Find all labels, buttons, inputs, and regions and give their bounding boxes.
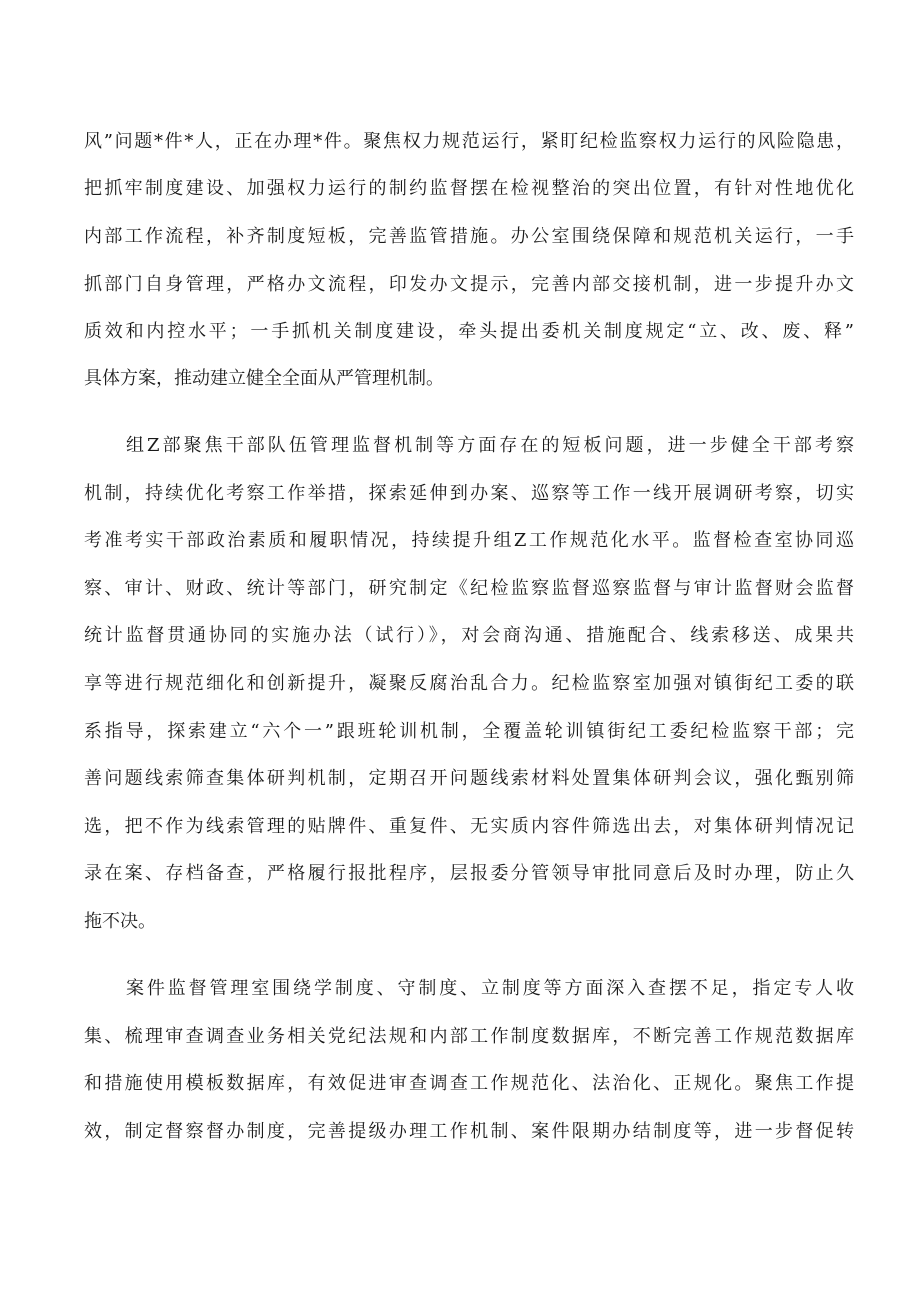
paragraph-2-line-7: 系指导，探索建立“六个一”跟班轮训机制，全覆盖轮训镇街纪工委纪检监察干部；完 (84, 721, 854, 742)
paragraph-1-line-1: 风”问题*件*人，正在办理*件。聚焦权力规范运行，紧盯纪检监察权力运行的风险隐患， (84, 131, 854, 152)
paragraph-1-line-3: 内部工作流程，补齐制度短板，完善监管措施。办公室围绕保障和规范机关运行，一手 (84, 226, 854, 247)
paragraph-2-line-9: 选，把不作为线索管理的贴牌件、重复件、无实质内容件筛选出去，对集体研判情况记 (84, 816, 854, 837)
paragraph-1-line-6: 具体方案，推动建立健全全面从严管理机制。 (84, 368, 444, 389)
paragraph-1-line-2: 把抓牢制度建设、加强权力运行的制约监督摆在检视整治的突出位置，有针对性地优化 (84, 178, 854, 199)
paragraph-3-line-4: 效，制定督察督办制度，完善提级办理工作机制、案件限期办结制度等，进一步督促转 (84, 1121, 854, 1142)
paragraph-1-line-5: 质效和内控水平；一手抓机关制度建设，牵头提出委机关制度规定“立、改、废、释” (84, 321, 854, 342)
paragraph-3-line-3: 和措施使用模板数据库，有效促进审查调查工作规范化、法治化、正规化。聚焦工作提 (84, 1073, 854, 1094)
paragraph-2-line-1: 组Z部聚焦干部队伍管理监督机制等方面存在的短板问题，进一步健全干部考察 (126, 435, 854, 456)
paragraph-2-line-5: 统计监督贯通协同的实施办法（试行）》，对会商沟通、措施配合、线索移送、成果共 (84, 625, 854, 646)
paragraph-3-line-2: 集、梳理审查调查业务相关党纪法规和内部工作制度数据库，不断完善工作规范数据库 (84, 1026, 854, 1047)
paragraph-2-line-4: 察、审计、财政、统计等部门，研究制定《纪检监察监督巡察监督与审计监督财会监督 (84, 578, 854, 599)
paragraph-2-line-8: 善问题线索筛查集体研判机制，定期召开问题线索材料处置集体研判会议，强化甄别筛 (84, 768, 854, 789)
paragraph-2-line-2: 机制，持续优化考察工作举措，探索延伸到办案、巡察等工作一线开展调研考察，切实 (84, 483, 854, 504)
paragraph-3-line-1: 案件监督管理室围绕学制度、守制度、立制度等方面深入查摆不足，指定专人收 (126, 978, 854, 999)
paragraph-2-line-10: 录在案、存档备查，严格履行报批程序，层报委分管领导审批同意后及时办理，防止久 (84, 863, 854, 884)
paragraph-2-line-6: 享等进行规范细化和创新提升，凝聚反腐治乱合力。纪检监察室加强对镇街纪工委的联 (84, 673, 854, 694)
paragraph-1-line-4: 抓部门自身管理，严格办文流程，印发办文提示，完善内部交接机制，进一步提升办文 (84, 274, 854, 295)
paragraph-2-line-11: 拖不决。 (84, 911, 156, 932)
paragraph-2-line-3: 考准考实干部政治素质和履职情况，持续提升组Z工作规范化水平。监督检查室协同巡 (84, 530, 854, 551)
